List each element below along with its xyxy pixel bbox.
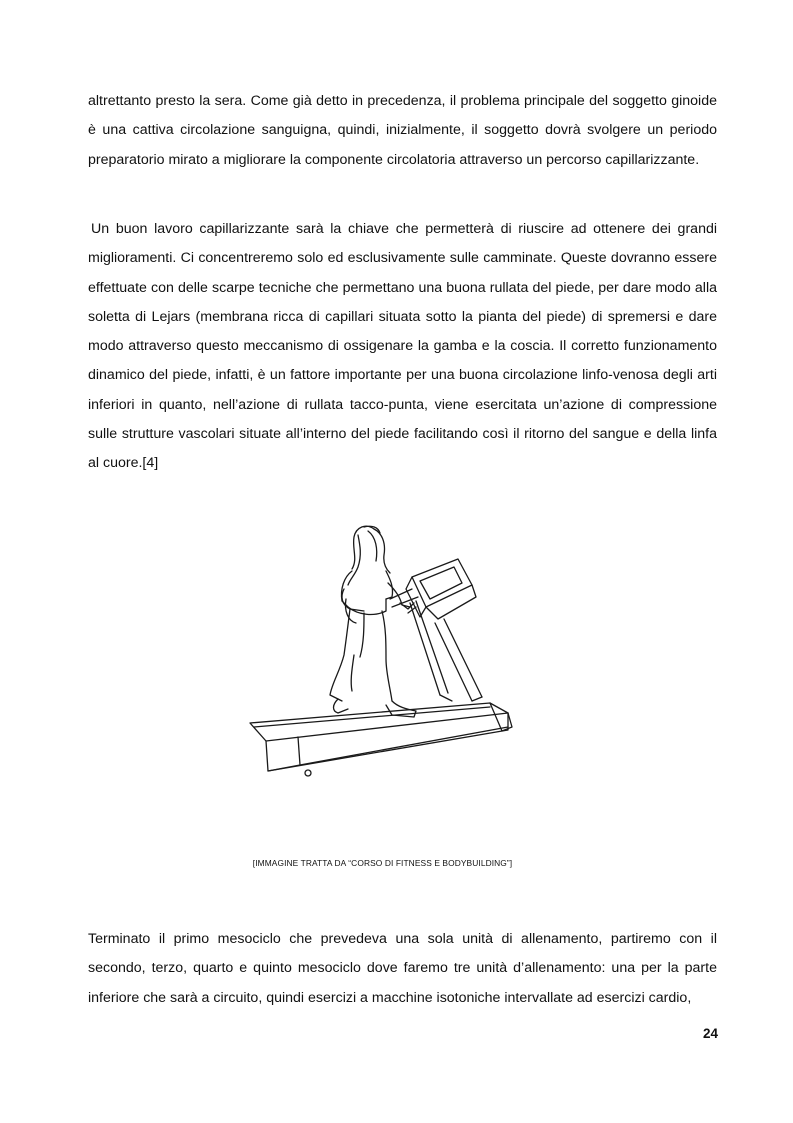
figure-caption: [IMMAGINE TRATTA DA “CORSO DI FITNESS E BODYBUILDING”] xyxy=(252,858,513,868)
treadmill-illustration xyxy=(240,515,530,785)
paragraph-mesocycles: Terminato il primo mesociclo che prevedeva una sola unità di allenamento, partiremo con il secondo, terzo, quarto e quinto mesociclo dove faremo tre unità d’allenamento: una per la parte inferiore che sarà a circuito, quindi esercizi a macchine isotoniche intervallate ad esercizi cardio, xyxy=(88,931,717,1006)
page-number: 24 xyxy=(702,1026,718,1041)
paragraph-circulation-intro: altrettanto presto la sera. Come già detto in precedenza, il problema principale del soggetto ginoide è una cattiva circolazione sanguigna, quindi, inizialmente, il soggetto dovrà svolgere un periodo preparatorio mirato a migliorare la componente circolatoria attraverso un percorso capillarizzante. xyxy=(88,93,717,168)
paragraph-capillary-work: Un buon lavoro capillarizzante sarà la chiave che permetterà di riuscire ad ottenere dei grandi miglioramenti. Ci concentreremo solo ed esclusivamente sulle camminate. Queste dovranno essere effettuate con delle scarpe tecniche che permettano una buona rullata del piede, per dare modo alla soletta di Lejars (membrana ricca di capillari situata sotto la pianta del piede) di spremersi e dare modo attraverso questo meccanismo di ossigenare la gamba e la coscia. Il corretto funzionamento dinamico del piede, infatti, è un fattore importante per una buona circolazione linfo-venosa degli arti inferiori in quanto, nell’azione di rullata tacco-punta, viene esercitata un’azione di compressione sulle strutture vascolari situate all’interno del piede facilitando così il ritorno del sangue e della linfa al cuore.[4] xyxy=(88,221,717,472)
